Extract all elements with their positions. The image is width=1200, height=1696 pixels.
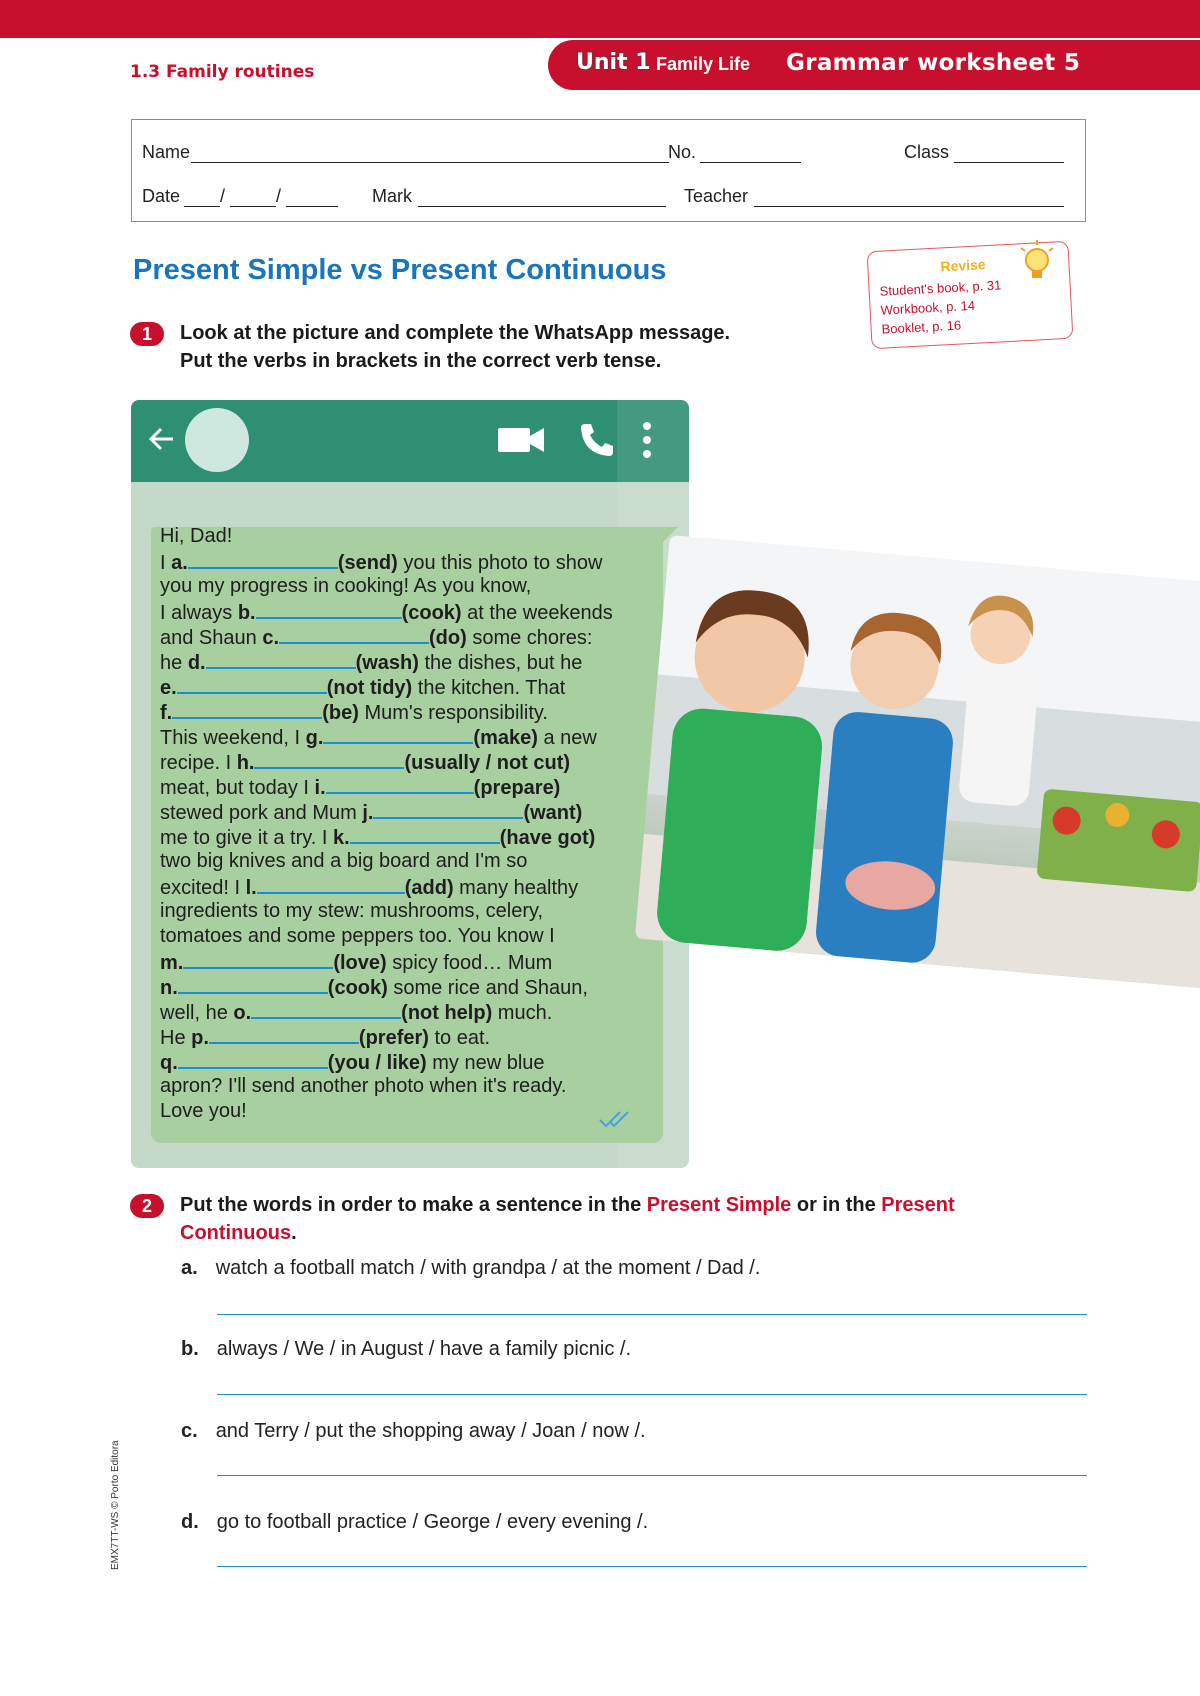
teacher-field[interactable] <box>754 206 1064 207</box>
copyright-code: EMX7TT-WS © Porto Editora <box>110 1440 121 1570</box>
message-line: me to give it a try. I k. (have got) <box>160 824 595 849</box>
tense-highlight: Present Simple <box>646 1194 792 1216</box>
no-field[interactable] <box>700 162 801 163</box>
worksheet-title: Grammar worksheet 5 <box>786 50 1081 76</box>
message-line: This weekend, I g. (make) a new <box>160 724 597 749</box>
unit-header-tab <box>548 40 1200 90</box>
video-icon[interactable] <box>498 424 546 456</box>
exercise-item: d. go to football practice / George / every evening /. <box>181 1511 649 1533</box>
instruction-line: Look at the picture and complete the WhatsApp message. <box>180 322 731 344</box>
class-label: Class <box>904 142 950 162</box>
answer-gap-j[interactable] <box>373 799 523 819</box>
top-banner <box>0 0 1200 38</box>
answer-gap-d[interactable] <box>206 649 356 669</box>
answer-gap-g[interactable] <box>323 724 473 744</box>
call-icon[interactable] <box>577 420 617 460</box>
no-label: No. <box>668 142 697 162</box>
instruction-line: Continuous. <box>180 1222 297 1244</box>
answer-gap-p[interactable] <box>209 1024 359 1044</box>
message-line: Love you! <box>160 1100 247 1122</box>
unit-title: Family Life <box>656 54 751 74</box>
family-cooking-illustration <box>635 535 1200 989</box>
answer-gap-c[interactable] <box>279 624 429 644</box>
answer-gap-f[interactable] <box>172 699 322 719</box>
answer-gap-k[interactable] <box>350 824 500 844</box>
mark-label: Mark <box>372 186 412 206</box>
exercise-2-instructions <box>180 1191 1060 1247</box>
message-line: e. (not tidy) the kitchen. That <box>160 674 565 699</box>
answer-line[interactable] <box>217 1566 1087 1567</box>
date-slash: / <box>220 186 226 206</box>
message-line: and Shaun c. (do) some chores: <box>160 624 592 649</box>
date-day-field[interactable] <box>184 206 220 207</box>
tense-highlight: Continuous <box>180 1222 292 1244</box>
message-line: he d. (wash) the dishes, but he <box>160 649 582 674</box>
answer-gap-o[interactable] <box>251 999 401 1019</box>
message-line: well, he o. (not help) much. <box>160 999 552 1024</box>
message-line: excited! I l. (add) many healthy <box>160 874 578 899</box>
message-line: n. (cook) some rice and Shaun, <box>160 974 588 999</box>
date-month-field[interactable] <box>230 206 276 207</box>
message-line: m. (love) spicy food… Mum <box>160 949 552 974</box>
lightbulb-icon <box>1015 238 1055 288</box>
tense-highlight: Present <box>881 1194 955 1216</box>
message-line: you my progress in cooking! As you know, <box>160 575 532 597</box>
message-line: meat, but today I i. (prepare) <box>160 774 560 799</box>
message-line: q. (you / like) my new blue <box>160 1049 545 1074</box>
answer-gap-m[interactable] <box>183 949 333 969</box>
revise-title: Revise <box>940 256 986 275</box>
message-line: tomatoes and some peppers too. You know I <box>160 925 555 947</box>
message-line: He p. (prefer) to eat. <box>160 1024 490 1049</box>
answer-line[interactable] <box>217 1394 1087 1395</box>
exercise-1-instructions <box>180 319 730 375</box>
exercise-item: a. watch a football match / with grandpa / at the moment / Dad /. <box>181 1257 761 1279</box>
teacher-label: Teacher <box>684 186 749 206</box>
answer-gap-i[interactable] <box>326 774 474 794</box>
answer-gap-e[interactable] <box>177 674 327 694</box>
class-field[interactable] <box>954 162 1064 163</box>
answer-gap-l[interactable] <box>257 874 405 894</box>
answer-gap-b[interactable] <box>256 599 402 619</box>
message-line: apron? I'll send another photo when it's ready. <box>160 1075 567 1097</box>
exercise-item: c. and Terry / put the shopping away / Joan / now /. <box>181 1420 646 1442</box>
message-line: f. (be) Mum's responsibility. <box>160 699 548 724</box>
kitchen-photo <box>635 535 1200 989</box>
back-arrow-icon[interactable] <box>145 422 179 456</box>
date-year-field[interactable] <box>286 206 338 207</box>
instruction-line: Put the verbs in brackets in the correct verb tense. <box>180 350 662 372</box>
answer-gap-a[interactable] <box>188 549 338 569</box>
name-label: Name <box>142 142 191 162</box>
instruction-line: Put the words in order to make a sentence in the Present Simple or in the Present <box>180 1194 955 1216</box>
message-line: I a. (send) you this photo to show <box>160 549 602 574</box>
name-field[interactable] <box>191 162 669 163</box>
answer-gap-q[interactable] <box>178 1049 328 1069</box>
avatar[interactable] <box>185 408 249 472</box>
message-line: I always b. (cook) at the weekends <box>160 599 613 624</box>
message-line: two big knives and a big board and I'm so <box>160 850 528 872</box>
page-title: Present Simple vs Present Continuous <box>133 254 667 286</box>
message-line: Hi, Dad! <box>160 525 233 547</box>
revise-item: Workbook, p. 14 <box>880 297 976 318</box>
answer-line[interactable] <box>217 1314 1087 1315</box>
message-line: ingredients to my stew: mushrooms, celery, <box>160 900 544 922</box>
unit-label: Unit 1 <box>576 50 651 75</box>
revise-item: Student's book, p. 31 <box>879 277 1002 299</box>
message-line: stewed pork and Mum j. (want) <box>160 799 582 824</box>
answer-gap-n[interactable] <box>178 974 328 994</box>
mark-field[interactable] <box>418 206 666 207</box>
student-info-box <box>131 119 1086 222</box>
exercise-number: 1 <box>130 322 164 346</box>
exercise-item: b. always / We / in August / have a family picnic /. <box>181 1338 632 1360</box>
answer-gap-h[interactable] <box>254 749 404 769</box>
date-label: Date <box>142 186 181 206</box>
revise-item: Booklet, p. 16 <box>881 317 962 337</box>
section-label: 1.3 Family routines <box>130 62 315 82</box>
read-ticks-icon <box>598 1108 634 1128</box>
message-line: recipe. I h. (usually / not cut) <box>160 749 570 774</box>
chat-header <box>131 400 689 482</box>
exercise-number: 2 <box>130 1194 164 1218</box>
answer-line[interactable] <box>217 1475 1087 1476</box>
date-slash: / <box>276 186 282 206</box>
